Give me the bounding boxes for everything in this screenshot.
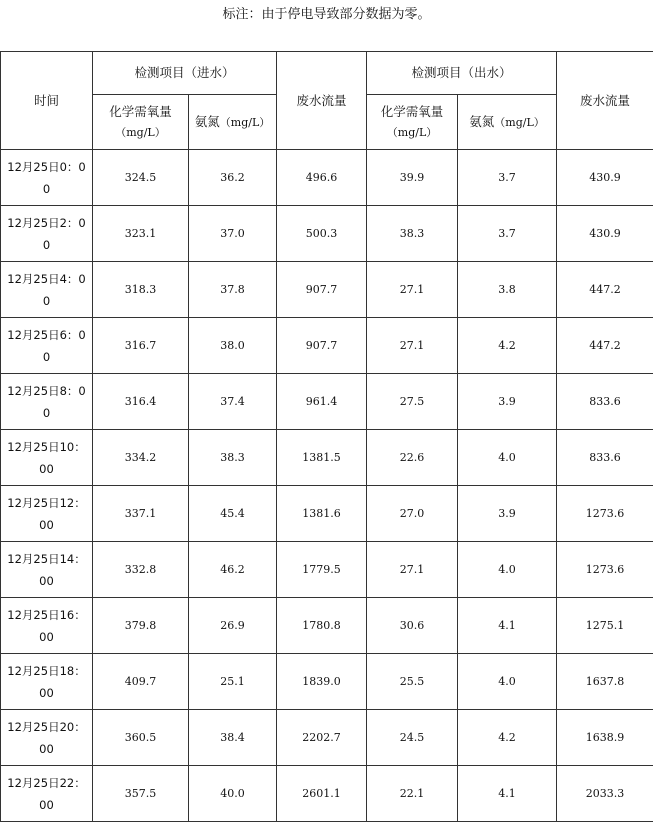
cell-nh3-out: 4.1 <box>458 598 557 654</box>
cell-flow-in: 1839.0 <box>277 654 367 710</box>
table-row <box>1 430 653 486</box>
cell-nh3-in: 37.8 <box>189 262 277 318</box>
cell-cod-out: 27.1 <box>367 542 458 598</box>
cell-nh3-in: 38.3 <box>189 430 277 486</box>
cell-flow-in: 500.3 <box>277 206 367 262</box>
table-row <box>1 318 653 374</box>
cell-time: 12月25日8：00 <box>1 374 93 430</box>
cell-flow-out: 833.6 <box>557 430 653 486</box>
header-cod-in <box>93 95 189 150</box>
cell-nh3-in: 25.1 <box>189 654 277 710</box>
table-row <box>1 374 653 430</box>
header-nh3-in <box>189 95 277 150</box>
table-row <box>1 542 653 598</box>
cell-cod-in: 323.1 <box>93 206 189 262</box>
cell-time: 12月25日0：00 <box>1 150 93 206</box>
cell-nh3-out: 3.7 <box>458 150 557 206</box>
cell-cod-out: 27.1 <box>367 318 458 374</box>
cell-time: 12月25日14：00 <box>1 542 93 598</box>
cell-flow-out: 1273.6 <box>557 486 653 542</box>
cell-nh3-out: 3.9 <box>458 486 557 542</box>
header-cod-out <box>367 95 458 150</box>
cell-time: 12月25日22：00 <box>1 766 93 822</box>
table-row <box>1 206 653 262</box>
cell-nh3-out: 4.1 <box>458 766 557 822</box>
table-row <box>1 598 653 654</box>
header-outlet-group: 检测项目（出水） <box>367 52 557 95</box>
cell-nh3-in: 36.2 <box>189 150 277 206</box>
cell-flow-in: 961.4 <box>277 374 367 430</box>
header-cod-out-label: 化学需氧量 <box>381 104 444 119</box>
cell-flow-in: 496.6 <box>277 150 367 206</box>
cell-nh3-in: 40.0 <box>189 766 277 822</box>
cell-nh3-out: 4.0 <box>458 430 557 486</box>
cell-flow-out: 833.6 <box>557 374 653 430</box>
cell-time: 12月25日10：00 <box>1 430 93 486</box>
cell-cod-in: 409.7 <box>93 654 189 710</box>
monitoring-table <box>0 51 653 822</box>
cell-cod-in: 332.8 <box>93 542 189 598</box>
header-nh3-out-label: 氨氮 <box>469 114 494 129</box>
cell-cod-out: 39.9 <box>367 150 458 206</box>
table-note: 标注：由于停电导致部分数据为零。 <box>0 6 653 24</box>
cell-flow-out: 1273.6 <box>557 542 653 598</box>
header-row-groups <box>1 52 653 95</box>
cell-nh3-out: 3.9 <box>458 374 557 430</box>
cell-cod-out: 38.3 <box>367 206 458 262</box>
cell-time: 12月25日12：00 <box>1 486 93 542</box>
table-row <box>1 766 653 822</box>
cell-cod-in: 379.8 <box>93 598 189 654</box>
cell-nh3-in: 38.4 <box>189 710 277 766</box>
cell-cod-in: 357.5 <box>93 766 189 822</box>
cell-cod-out: 25.5 <box>367 654 458 710</box>
header-inlet-group: 检测项目（进水） <box>93 52 277 95</box>
cell-flow-out: 430.9 <box>557 150 653 206</box>
table-row <box>1 654 653 710</box>
header-flow-in: 废水流量 <box>277 52 367 150</box>
cell-time: 12月25日2：00 <box>1 206 93 262</box>
table-row <box>1 150 653 206</box>
cell-time: 12月25日4：00 <box>1 262 93 318</box>
cell-cod-out: 22.1 <box>367 766 458 822</box>
cell-nh3-in: 38.0 <box>189 318 277 374</box>
cell-flow-out: 2033.3 <box>557 766 653 822</box>
cell-flow-in: 907.7 <box>277 318 367 374</box>
cell-flow-in: 907.7 <box>277 262 367 318</box>
cell-nh3-out: 4.2 <box>458 710 557 766</box>
cell-flow-out: 447.2 <box>557 262 653 318</box>
header-flow-out: 废水流量 <box>557 52 653 150</box>
cell-cod-out: 27.1 <box>367 262 458 318</box>
cell-nh3-in: 26.9 <box>189 598 277 654</box>
cell-time: 12月25日20：00 <box>1 710 93 766</box>
cell-flow-in: 1381.5 <box>277 430 367 486</box>
cell-flow-out: 1638.9 <box>557 710 653 766</box>
cell-nh3-out: 4.2 <box>458 318 557 374</box>
cell-nh3-out: 4.0 <box>458 542 557 598</box>
cell-nh3-in: 37.0 <box>189 206 277 262</box>
cell-cod-in: 316.7 <box>93 318 189 374</box>
cell-cod-in: 334.2 <box>93 430 189 486</box>
header-cod-in-label: 化学需氧量 <box>109 104 172 119</box>
cell-flow-in: 1381.6 <box>277 486 367 542</box>
cell-flow-out: 447.2 <box>557 318 653 374</box>
cell-cod-out: 24.5 <box>367 710 458 766</box>
cell-flow-out: 1637.8 <box>557 654 653 710</box>
cell-time: 12月25日18：00 <box>1 654 93 710</box>
cell-cod-out: 30.6 <box>367 598 458 654</box>
cell-nh3-in: 37.4 <box>189 374 277 430</box>
cell-nh3-out: 3.7 <box>458 206 557 262</box>
cell-time: 12月25日16：00 <box>1 598 93 654</box>
cell-cod-in: 337.1 <box>93 486 189 542</box>
cell-cod-out: 27.5 <box>367 374 458 430</box>
header-nh3-in-unit: （mg/L） <box>220 116 270 129</box>
cell-flow-out: 430.9 <box>557 206 653 262</box>
cell-flow-out: 1275.1 <box>557 598 653 654</box>
cell-cod-out: 27.0 <box>367 486 458 542</box>
cell-cod-out: 22.6 <box>367 430 458 486</box>
table-row <box>1 710 653 766</box>
header-time: 时间 <box>1 52 93 150</box>
header-cod-in-unit: （mg/L） <box>93 123 188 143</box>
cell-flow-in: 2601.1 <box>277 766 367 822</box>
table-body <box>1 150 653 822</box>
header-nh3-out <box>458 95 557 150</box>
cell-cod-in: 316.4 <box>93 374 189 430</box>
table-row <box>1 486 653 542</box>
header-nh3-out-unit: （mg/L） <box>494 116 544 129</box>
header-nh3-in-label: 氨氮 <box>195 114 220 129</box>
cell-flow-in: 2202.7 <box>277 710 367 766</box>
cell-nh3-in: 46.2 <box>189 542 277 598</box>
cell-flow-in: 1779.5 <box>277 542 367 598</box>
cell-nh3-out: 3.8 <box>458 262 557 318</box>
cell-flow-in: 1780.8 <box>277 598 367 654</box>
cell-cod-in: 360.5 <box>93 710 189 766</box>
cell-time: 12月25日6：00 <box>1 318 93 374</box>
cell-cod-in: 318.3 <box>93 262 189 318</box>
table-row <box>1 262 653 318</box>
cell-cod-in: 324.5 <box>93 150 189 206</box>
cell-nh3-in: 45.4 <box>189 486 277 542</box>
cell-nh3-out: 4.0 <box>458 654 557 710</box>
header-cod-out-unit: （mg/L） <box>367 123 457 143</box>
